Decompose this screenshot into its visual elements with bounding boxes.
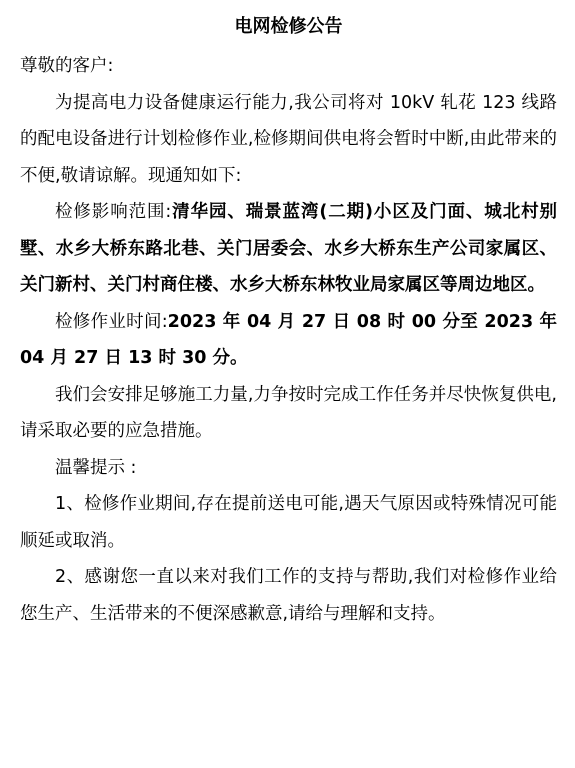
time-paragraph: [20, 304, 557, 377]
notice-title: 电网检修公告: [234, 16, 343, 37]
time-label: 检修作业时间:: [55, 311, 168, 332]
tip-item-1: 1、检修作业期间,存在提前送电可能,遇天气原因或特殊情况可能顺延或取消。: [20, 494, 557, 551]
time-value: 2023 年 04 月 27 日 08 时 00 分至 2023 年 04 月 27 日 13 时 30 分。: [20, 311, 558, 368]
scope-paragraph: [20, 194, 557, 304]
salutation: 尊敬的客户:: [20, 56, 114, 76]
commitment-paragraph: 我们会安排足够施工力量,力争按时完成工作任务并尽快恢复供电,请采取必要的应急措施。: [20, 384, 557, 441]
tip-item-2: 2、感谢您一直以来对我们工作的支持与帮助,我们对检修作业给您生产、生活带来的不便深感歉意,请给与理解和支持。: [20, 567, 557, 624]
scope-value: 清华园、瑞景蓝湾(二期)小区及门面、城北村别墅、水乡大桥东路北巷、关门居委会、水乡大桥东生产公司家属区、关门新村、关门村商住楼、水乡大桥东林牧业局家属区等周边地区。: [20, 202, 557, 295]
tips-heading: 温馨提示 :: [55, 457, 137, 478]
intro-paragraph: 为提高电力设备健康运行能力,我公司将对 10kV 轧花 123 线路的配电设备进行计划检修作业,检修期间供电将会暂时中断,由此带来的不便,敬请谅解。现通知如下:: [20, 92, 557, 186]
scope-label: 检修影响范围:: [55, 202, 172, 222]
